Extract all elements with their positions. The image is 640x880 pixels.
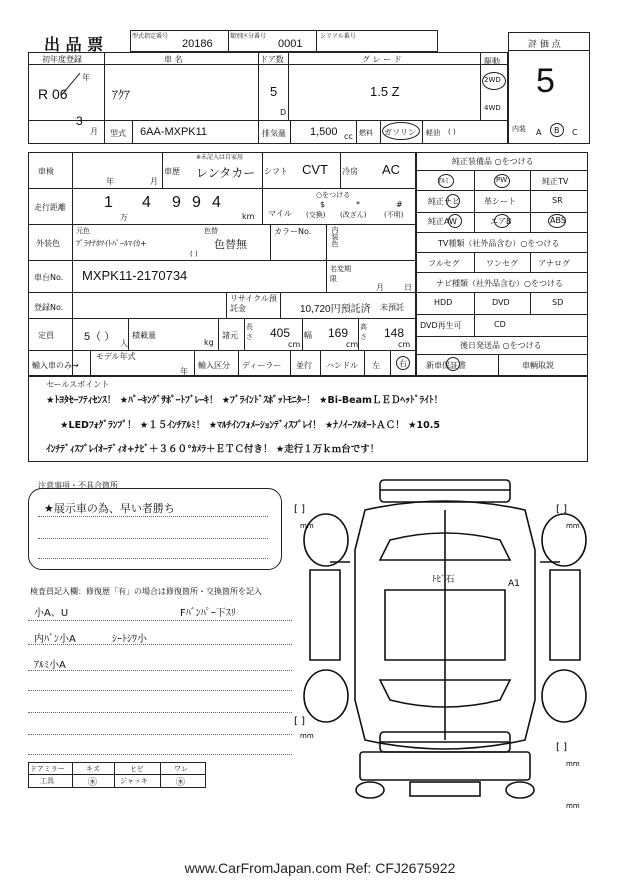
equip-navi: 純正ナビ (428, 197, 460, 206)
diagram-bracket-fr: [ ] (556, 504, 567, 515)
width-value: 169 (328, 326, 349, 340)
legend-tool: 工具 (40, 777, 54, 785)
diagram-mark-2: A1 (508, 579, 520, 589)
equip-sr: SR (552, 196, 563, 205)
color-paint-label: 色替 (204, 227, 218, 235)
equip-title: 純正装備品 ○をつける (452, 157, 534, 166)
shift-value: CVT (302, 162, 328, 177)
color-orig-label: 元色 (76, 227, 90, 235)
model-year-label: モデル年式 (96, 352, 136, 361)
interior-c: C (572, 128, 578, 137)
recycle-label: リサイクル預託金 (230, 294, 277, 313)
ac-value: AC (382, 162, 401, 177)
year-unit: 年 (82, 73, 90, 82)
grade-label: グ レ ー ド (362, 55, 402, 64)
legend-kizu: キズ (86, 765, 100, 773)
type-no: 20186 (182, 38, 213, 50)
inspector-line-1a: 小A、U (34, 608, 69, 619)
inspection-label: 車検 (38, 167, 54, 176)
legend-jack: ジャッキ (120, 777, 148, 785)
car-name-label: 車 名 (164, 55, 183, 64)
diagram-mark-1: ﾄﾋﾞ石 (432, 575, 455, 585)
door-sub: D (280, 108, 287, 117)
score-label: 評 価 点 (528, 40, 561, 50)
legend-mirror: ドアミラー (30, 765, 65, 773)
disp-value: 1,500 (310, 126, 338, 138)
len-value: 405 (270, 326, 291, 340)
cd-label: CD (494, 320, 506, 329)
diagram-mm-rr: mm (566, 760, 580, 768)
grade-value: 1.5 Z (370, 84, 400, 99)
use-value: レンタカー (196, 166, 256, 180)
model-year-unit: 年 (180, 367, 188, 376)
chassis-label: 車台No. (34, 273, 64, 282)
later-warranty: 新車保証書 (426, 361, 466, 370)
light-extra: ( ) (448, 128, 456, 136)
sales-line-2: ★LEDﾌｫｸﾞﾗﾝﾌﾟ！ ★１５ｲﾝﾁｱﾙﾐ！ ★ﾏﾙﾁｲﾝﾌｫﾒｰｼｮﾝﾃﾞｨｽﾌﾟﾚｲ！ ★ﾅﾉｲｰﾌﾙｵｰﾄＡＣ！ ★10.5 (60, 420, 440, 431)
mileage-digit-4: 9 (192, 194, 201, 211)
tv-analog: アナログ (538, 259, 570, 268)
sales-label: セールスポイント (46, 380, 110, 389)
legend-hibi: ヒビ (130, 765, 144, 773)
diagram-bracket-rl: [ ] (294, 716, 305, 727)
use-label: 車歴 (164, 167, 180, 176)
cap-value: 5（ ） (84, 331, 116, 343)
import-dealer: ディーラー (242, 361, 282, 370)
cap-label: 定員 (38, 331, 54, 340)
len-label: 長さ (246, 323, 253, 341)
nav-sd: SD (552, 298, 564, 307)
inspection-month: 月 (150, 177, 158, 186)
width-unit: cm (346, 340, 359, 349)
equip-airbag: エアB (490, 217, 512, 226)
inspector-line-1b: Fﾊﾞﾝﾊﾟｰ下ｽﾘ (180, 608, 236, 619)
tv-one: ワンセグ (486, 259, 518, 268)
inspector-line-3a: ｱﾙﾐ小A (34, 660, 66, 671)
color-orig: ﾌﾟﾗﾁﾅﾎﾜｲﾄﾊﾟｰﾙﾏｲｶ+ (76, 239, 147, 248)
mileage-opt-2: (交換) (306, 211, 326, 219)
year-reg-label: 初年度登録 (42, 55, 82, 64)
nav-hdd: HDD (434, 298, 453, 307)
later-warranty-circle (446, 357, 460, 371)
len-unit: cm (288, 340, 301, 349)
class-no-label: 類別区分番号 (230, 33, 267, 40)
recycle-value: 10,720円預託済 (300, 304, 371, 315)
nav-title: ナビ種類（社外品含む）○をつける (436, 279, 563, 288)
diagram-mm-rl: mm (300, 732, 314, 740)
interior-b: B (554, 126, 560, 135)
shift-label: シフト (264, 167, 288, 176)
mileage-opt-3-sym: * (356, 200, 360, 209)
car-name: ｱｸｱ (112, 88, 131, 102)
handle-left: 左 (372, 361, 380, 370)
mileage-digit-1: 1 (104, 194, 113, 211)
mileage-opt-2-sym: $ (320, 200, 326, 209)
diagram-mm-bottom: mm (566, 802, 580, 810)
door-label: ドア数 (260, 55, 284, 64)
handle-label: ハンドル (326, 361, 358, 370)
ac-label: 冷房 (342, 167, 358, 176)
mileage-label: 走行距離 (34, 203, 66, 212)
legend-jack-mark: ㊍ (176, 778, 186, 788)
sales-line-1: ★ﾄﾖﾀｾｰﾌﾃｨｾﾝｽ！ ★ﾊﾟｰｷﾝｸﾞｻﾎﾟｰﾄﾌﾞﾚｰｷ！ ★ﾌﾞﾗｲﾝﾄﾞｽﾎﾟｯﾄﾓﾆﾀｰ！ ★Bi-BeamＬＥＤﾍｯﾄﾞﾗｲﾄ！ (46, 395, 444, 406)
car-damage-diagram (290, 470, 600, 820)
disp-label: 排気量 (262, 129, 286, 138)
dvd-play-label: DVD再生可 (420, 321, 462, 330)
recycle-not: 未預託 (380, 303, 404, 312)
interior-label: 内装 (512, 125, 526, 133)
cap-unit: 人 (120, 339, 128, 348)
disp-unit: cc (344, 132, 353, 141)
page-title: 出 品 票 (44, 35, 104, 54)
legend-tool-mark: ㊍ (88, 778, 98, 788)
tv-full: フルセグ (428, 259, 460, 268)
namechange-label: 名変期限 (330, 265, 351, 283)
class-no: 0001 (278, 38, 303, 50)
drive-4wd: 4WD (484, 104, 501, 112)
equip-aw: 純正AW (428, 217, 457, 226)
namechange-month: 月 (376, 283, 384, 292)
mileage-digit-5: 4 (212, 194, 221, 211)
diagram-bracket-fl: [ ] (294, 504, 305, 515)
fuel-label: 燃料 (359, 129, 373, 137)
light-label: 軽油 (426, 129, 440, 137)
mileage-unit-man: 万 (120, 213, 128, 222)
interior-color-label: 内装色 (331, 226, 339, 247)
mileage-unit-km: km (242, 212, 255, 221)
namechange-day: 日 (404, 283, 412, 292)
mileage-opt-1: マイル (268, 209, 292, 218)
notes-label: 注意事項・不具合箇所 (38, 481, 118, 490)
fuel-value: ガソリン (384, 128, 416, 137)
load-unit: kg (204, 338, 214, 347)
mileage-opt-4-sym: # (396, 200, 403, 209)
later-title: 後日発送品 ○をつける (460, 341, 542, 350)
spec-label: 諸元 (222, 331, 238, 340)
color-no-label: カラーNo. (274, 227, 312, 236)
month-unit: 月 (90, 127, 98, 136)
drive-2wd: 2WD (484, 76, 501, 84)
drive-label: 駆動 (484, 57, 500, 66)
equip-navi-circle (446, 194, 460, 208)
year-era: R 06 (38, 86, 68, 102)
chassis-value: MXPK11-2170734 (82, 268, 188, 283)
equip-tv: 純正TV (542, 177, 569, 186)
import-type-label: 輸入区分 (198, 361, 230, 370)
later-manual: 車輌取説 (522, 361, 554, 370)
equip-airbag-circle (494, 214, 510, 228)
mileage-digit-2: 4 (142, 194, 151, 211)
color-label: 外装色 (36, 239, 60, 248)
reg-label: 登録No. (34, 303, 64, 312)
handle-right: 右 (399, 359, 407, 368)
tv-title: TV種類（社外品含む）○をつける (438, 239, 560, 248)
notes-line-1: ★展示車の為、早い者勝ち (44, 502, 175, 515)
type-no-label: 型式指定番号 (132, 33, 169, 40)
equip-leather: 革シート (484, 197, 516, 206)
diagram-mm-fl: mm (300, 522, 314, 530)
inspector-label: 検査員記入欄：修復歴「有」の場合は修復箇所・交換箇所を記入 (30, 587, 262, 596)
door-value: 5 (270, 84, 278, 99)
sales-line-3: ｲﾝﾁﾃﾞｨｽﾌﾟﾚｲｵｰﾃﾞｨｵ+ﾅﾋﾞ＋３６０°ｶﾒﾗ＋ＥＴＣ付き！ ★走行１万ｋｍ台です！ (46, 444, 380, 455)
serial-label: シリアル番号 (320, 33, 356, 40)
height-value: 148 (384, 326, 405, 340)
equip-pw: PW (496, 176, 508, 184)
equip-aw-circle (448, 214, 462, 228)
import-label: 輸入車のみ→ (32, 361, 79, 370)
use-note: ※未記入は自家用 (196, 154, 244, 161)
diagram-bracket-rr: [ ] (556, 742, 567, 753)
inspector-line-2a: 内ﾊﾞﾝ小A (34, 634, 76, 645)
interior-a: A (536, 128, 542, 137)
score-value: 5 (536, 62, 555, 100)
equip-alumi: ｱﾙﾐ (438, 177, 449, 185)
legend-ware: ワレ (174, 765, 188, 773)
mileage-opt-3: (改ざん) (340, 211, 367, 219)
model-label: 型式 (110, 129, 126, 138)
nav-dvd: DVD (492, 298, 510, 307)
height-label: 高さ (360, 323, 367, 341)
mileage-opt-4: (不明) (384, 211, 404, 219)
diagram-mm-fr: mm (566, 522, 580, 530)
mileage-digit-3: 9 (172, 194, 181, 211)
footer-watermark: www.CarFromJapan.com Ref: CFJ2675922 (184, 860, 456, 876)
width-label: 幅 (304, 331, 312, 340)
import-parallel: 並行 (296, 361, 312, 370)
inspector-line-2b: ｼｰﾄｼﾜ小 (112, 634, 147, 645)
model-value: 6AA-MXPK11 (140, 126, 208, 138)
mileage-note: ○をつける (316, 191, 351, 199)
height-unit: cm (398, 340, 411, 349)
load-label: 積載量 (132, 331, 156, 340)
equip-abs-circle (548, 214, 566, 228)
equip-abs: ABS (550, 216, 566, 225)
month-value: 3 (76, 114, 83, 128)
color-paint: 色替無 (214, 239, 247, 251)
inspection-year: 年 (106, 177, 114, 186)
color-paren: ( ) (190, 250, 198, 258)
